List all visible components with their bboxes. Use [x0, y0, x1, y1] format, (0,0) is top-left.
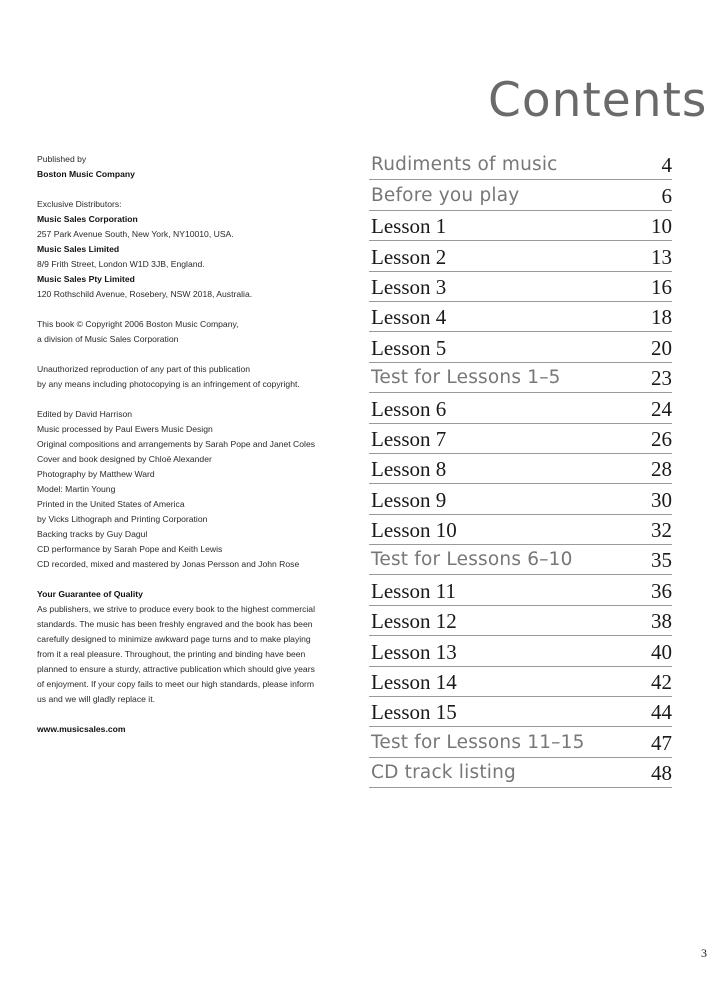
publisher-line: us and we will gladly replace it.: [37, 694, 155, 704]
toc-entry: [369, 180, 672, 210]
toc-entry-title: Lesson 14: [371, 670, 457, 695]
toc-entry: [369, 211, 672, 241]
toc-entry-page: 26: [651, 426, 672, 451]
publisher-line: carefully designed to minimize awkward page turns and to make playing: [37, 634, 311, 644]
spacer: [37, 392, 342, 407]
toc-entry-title: Lesson 8: [371, 457, 447, 482]
toc-entry-title: Lesson 2: [371, 244, 447, 269]
toc-entry-page: 44: [651, 700, 672, 725]
toc-entry-page: 23: [651, 366, 672, 391]
publisher-line: standards. The music has been freshly engraved and the book has been: [37, 619, 313, 629]
toc-entry-title: Lesson 1: [371, 214, 447, 239]
publisher-line: CD recorded, mixed and mastered by Jonas Persson and John Rose: [37, 559, 300, 569]
table-of-contents: [369, 150, 672, 788]
toc-entry: [369, 150, 672, 180]
publisher-line: CD performance by Sarah Pope and Keith Lewis: [37, 544, 223, 554]
publisher-heading: Boston Music Company: [37, 169, 135, 179]
toc-entry-page: 48: [651, 761, 672, 786]
toc-entry: [369, 667, 672, 697]
page-title: Contents: [488, 73, 708, 129]
spacer: [37, 347, 342, 362]
page-number: 3: [701, 946, 707, 960]
publisher-info: [37, 152, 342, 737]
publisher-line: Cover and book designed by Chloë Alexander: [37, 454, 212, 464]
publisher-line: This book © Copyright 2006 Boston Music Company,: [37, 319, 239, 329]
toc-entry-title: Lesson 9: [371, 487, 447, 512]
toc-entry-title: Lesson 10: [371, 518, 457, 543]
publisher-line: Model: Martin Young: [37, 484, 116, 494]
spacer: [37, 572, 342, 587]
publisher-heading: Your Guarantee of Quality: [37, 589, 143, 599]
toc-entry-page: 20: [651, 335, 672, 360]
toc-entry: [369, 575, 672, 605]
toc-entry-page: 32: [651, 518, 672, 543]
toc-entry-title: Rudiments of music: [371, 154, 558, 176]
publisher-line: Unauthorized reproduction of any part of this publication: [37, 364, 251, 374]
spacer: [37, 707, 342, 722]
toc-entry-title: Before you play: [371, 184, 520, 206]
publisher-line: Printed in the United States of America: [37, 499, 185, 509]
toc-entry-page: 16: [651, 274, 672, 299]
toc-entry-page: 36: [651, 578, 672, 603]
toc-entry-title: Lesson 11: [371, 578, 456, 603]
toc-entry-title: CD track listing: [371, 762, 516, 784]
toc-entry: [369, 727, 672, 757]
toc-entry-page: 35: [651, 548, 672, 573]
toc-entry-title: Lesson 7: [371, 426, 447, 451]
publisher-line: by Vicks Lithograph and Printing Corporation: [37, 514, 208, 524]
publisher-line: from it a real pleasure. Throughout, the printing and binding have been: [37, 649, 306, 659]
toc-entry: [369, 241, 672, 271]
publisher-heading: Music Sales Pty Limited: [37, 274, 135, 284]
toc-entry-title: Lesson 13: [371, 639, 457, 664]
toc-entry: [369, 758, 672, 788]
spacer: [37, 302, 342, 317]
toc-entry-page: 18: [651, 305, 672, 330]
toc-entry-title: Lesson 12: [371, 609, 457, 634]
toc-entry: [369, 515, 672, 545]
toc-entry: [369, 545, 672, 575]
publisher-line: planned to ensure a sturdy, attractive publication which should give years: [37, 664, 315, 674]
toc-entry: [369, 363, 672, 393]
publisher-line: Edited by David Harrison: [37, 409, 133, 419]
toc-entry-page: 4: [661, 153, 672, 178]
publisher-line: Music processed by Paul Ewers Music Design: [37, 424, 213, 434]
toc-entry: [369, 302, 672, 332]
toc-entry-page: 24: [651, 396, 672, 421]
publisher-line: Original compositions and arrangements by Sarah Pope and Janet Coles: [37, 439, 316, 449]
toc-entry-page: 6: [661, 183, 672, 208]
publisher-line: Published by: [37, 154, 87, 164]
publisher-heading: Music Sales Corporation: [37, 214, 138, 224]
toc-entry-page: 28: [651, 457, 672, 482]
toc-entry-title: Lesson 3: [371, 274, 447, 299]
publisher-line: 8/9 Frith Street, London W1D 3JB, England.: [37, 259, 205, 269]
toc-entry-title: Test for Lessons 1–5: [371, 367, 561, 389]
toc-entry-page: 38: [651, 609, 672, 634]
toc-entry: [369, 272, 672, 302]
toc-entry-title: Lesson 5: [371, 335, 447, 360]
publisher-line: of enjoyment. If your copy fails to meet our high standards, please inform: [37, 679, 315, 689]
publisher-line: Exclusive Distributors:: [37, 199, 122, 209]
publisher-heading: www.musicsales.com: [37, 724, 126, 734]
toc-entry: [369, 332, 672, 362]
toc-entry: [369, 393, 672, 423]
toc-entry-page: 10: [651, 214, 672, 239]
publisher-heading: Music Sales Limited: [37, 244, 120, 254]
publisher-line: Photography by Matthew Ward: [37, 469, 155, 479]
publisher-line: As publishers, we strive to produce every book to the highest commercial: [37, 604, 315, 614]
publisher-line: 257 Park Avenue South, New York, NY10010, USA.: [37, 229, 234, 239]
toc-entry-title: Lesson 4: [371, 305, 447, 330]
publisher-line: 120 Rothschild Avenue, Rosebery, NSW 2018, Australia.: [37, 289, 253, 299]
toc-entry: [369, 697, 672, 727]
toc-entry: [369, 424, 672, 454]
toc-entry: [369, 484, 672, 514]
toc-entry-title: Lesson 15: [371, 700, 457, 725]
toc-entry-page: 13: [651, 244, 672, 269]
publisher-line: a division of Music Sales Corporation: [37, 334, 179, 344]
publisher-line: by any means including photocopying is an infringement of copyright.: [37, 379, 300, 389]
toc-entry-page: 47: [651, 730, 672, 755]
toc-entry-title: Test for Lessons 11–15: [371, 731, 585, 753]
spacer: [37, 182, 342, 197]
toc-entry-page: 30: [651, 487, 672, 512]
toc-entry-title: Test for Lessons 6–10: [371, 549, 573, 571]
toc-entry-page: 40: [651, 639, 672, 664]
toc-entry: [369, 636, 672, 666]
toc-entry-page: 42: [651, 670, 672, 695]
publisher-line: Backing tracks by Guy Dagul: [37, 529, 148, 539]
toc-entry-title: Lesson 6: [371, 396, 447, 421]
toc-entry: [369, 454, 672, 484]
toc-entry: [369, 606, 672, 636]
